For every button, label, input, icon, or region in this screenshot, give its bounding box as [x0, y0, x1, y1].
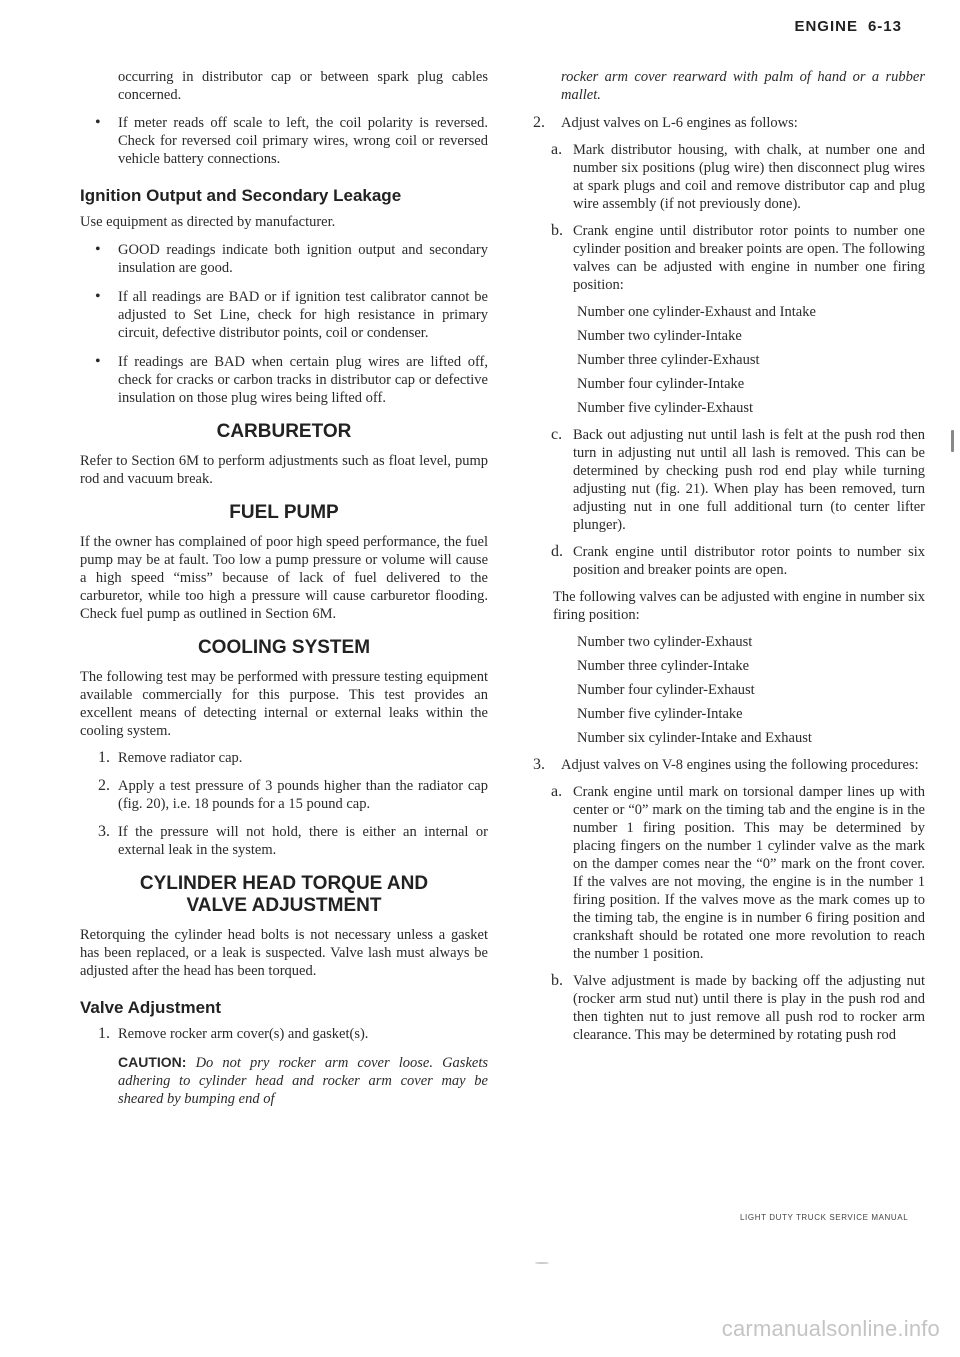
numbered-step — [80, 749, 488, 767]
scan-speck — [535, 1262, 549, 1264]
sub-step-letter: a. — [551, 141, 563, 158]
carburetor-text: Refer to Section 6M to perform adjustments such as float level, pump rod and vacuum break. — [80, 453, 488, 487]
bullet-icon: • — [95, 114, 101, 131]
sub-step — [527, 543, 925, 579]
valve-list-item: Number five cylinder-Intake — [577, 706, 743, 722]
valve-list-item: Number two cylinder-Intake — [577, 328, 742, 344]
bullet-icon: • — [95, 288, 101, 305]
caution-continuation: rocker arm cover rearward with palm of hand or a rubber mallet. — [561, 69, 925, 103]
section-title: ENGINE — [794, 18, 858, 35]
heading-line: VALVE ADJUSTMENT — [186, 895, 382, 916]
sub-step-letter: b. — [551, 972, 563, 989]
step-number: 1. — [98, 749, 110, 766]
bullet-item — [80, 288, 488, 342]
left-column — [80, 68, 488, 1108]
step-text: Remove radiator cap. — [118, 750, 243, 766]
sub-step-text: Back out adjusting nut until lash is felt at the push rod then turn in adjusting nut until all lash is removed. This can be determined by checking push rod end play while turning adjusting nut (fig. 21). When play has been removed, turn adjusting nut in one full additional turn (to center lifter plunger). — [573, 427, 925, 533]
valve-list-item: Number three cylinder-Exhaust — [577, 352, 760, 368]
page-number: 6-13 — [867, 18, 902, 35]
cooling-text: The following test may be performed with pressure testing equipment available commercially for this purpose. This test provides an excellent means of detecting internal or external leaks within the cooling system. — [80, 669, 488, 739]
page-header — [794, 18, 902, 35]
section-heading-valve-adjustment: Valve Adjustment — [80, 998, 222, 1017]
numbered-step — [80, 777, 488, 813]
section-heading-cylinder-head — [80, 873, 488, 917]
caution-note — [80, 1053, 488, 1108]
intro-continuation: occurring in distributor cap or between spark plug cables concerned. — [118, 69, 488, 103]
bullet-item — [80, 353, 488, 407]
valve-list-item: Number five cylinder-Exhaust — [577, 400, 754, 416]
watermark: carmanualsonline.info — [721, 1316, 940, 1341]
following-valves-text: The following valves can be adjusted with engine in number six firing position: — [553, 589, 925, 623]
bullet-text: If meter reads off scale to left, the coil polarity is reversed. Check for reversed coil primary wires, wrong coil or reversed vehicle battery connections. — [118, 115, 488, 167]
bullet-text: If all readings are BAD or if ignition test calibrator cannot be adjusted to Set Line, check for high resistance in primary circuit, defective distributor points, coil or condenser. — [118, 289, 488, 341]
sub-step — [527, 972, 925, 1044]
section-heading-fuel-pump: FUEL PUMP — [229, 502, 339, 523]
bullet-text: If readings are BAD when certain plug wires are lifted off, check for cracks or carbon tracks in distributor cap or defective insulation on those plug wires being lifted off. — [118, 354, 488, 406]
sub-step-letter: b. — [551, 222, 563, 239]
heading-line: CYLINDER HEAD TORQUE AND — [139, 873, 429, 894]
numbered-step — [527, 756, 925, 774]
valve-list-item: Number six cylinder-Intake and Exhaust — [577, 730, 812, 746]
sub-step — [527, 783, 925, 963]
valve-list-item: Number four cylinder-Intake — [577, 376, 745, 392]
sub-step-text: Crank engine until mark on torsional damper lines up with center or “0” mark on the timing tab and the engine is in the number 1 firing position. This may be determined by placing fingers on the number 1 cylinder valve as the mark on the damper comes near the “0” mark on the front cover. If the valves are not moving, the engine is in the number 1 firing position. If the valves move as the mark comes up to the timing tab, the engine is in number 6 firing position and crankshaft should be rotated one more revolution to reach the number 1 position. — [573, 784, 925, 962]
step-text: Adjust valves on V-8 engines using the following procedures: — [561, 757, 919, 773]
step-text: Remove rocker arm cover(s) and gasket(s). — [118, 1026, 369, 1042]
caution-text: Do not pry rocker arm cover loose. Gaskets adhering to cylinder head and rocker arm cover may be sheared by bumping end of — [118, 1055, 488, 1107]
bullet-item — [80, 241, 488, 277]
sub-step-letter: a. — [551, 783, 563, 800]
valve-list-item: Number three cylinder-Intake — [577, 658, 750, 674]
sub-step — [527, 222, 925, 294]
sub-step-letter: c. — [551, 426, 563, 443]
bullet-icon: • — [95, 241, 101, 258]
step-text: Apply a test pressure of 3 pounds higher than the radiator cap (fig. 20), i.e. 18 pounds for a 15 pound cap. — [118, 778, 488, 812]
bullet-icon: • — [95, 353, 101, 370]
step-number: 2. — [98, 777, 110, 794]
right-column — [527, 68, 925, 1053]
sub-step-text: Crank engine until distributor rotor points to number one cylinder position and breaker points are open. The following valves can be adjusted with engine in number one firing position: — [573, 223, 925, 293]
scan-speck — [951, 430, 954, 452]
manual-footer: LIGHT DUTY TRUCK SERVICE MANUAL — [740, 1213, 909, 1222]
numbered-step — [527, 114, 925, 132]
valve-list-item: Number two cylinder-Exhaust — [577, 634, 753, 650]
caution-label: CAUTION: — [118, 1054, 187, 1070]
sub-step-text: Crank engine until distributor rotor points to number six position and breaker points are open. — [573, 544, 925, 578]
step-text: If the pressure will not hold, there is either an internal or external leak in the system. — [118, 824, 488, 858]
numbered-step — [80, 1025, 488, 1043]
sub-step-text: Mark distributor housing, with chalk, at number one and number six positions (plug wire) then disconnect plug wires at spark plugs and coil and remove distributor cap and plug wire assembly (if not previously done). — [573, 142, 925, 212]
step-text: Adjust valves on L-6 engines as follows: — [561, 115, 798, 131]
sub-step — [527, 426, 925, 534]
step-number: 2. — [533, 114, 545, 131]
valve-list-item: Number one cylinder-Exhaust and Intake — [577, 304, 816, 320]
section-heading-carburetor: CARBURETOR — [216, 421, 352, 442]
step-number: 3. — [533, 756, 545, 773]
fuel-pump-text: If the owner has complained of poor high speed performance, the fuel pump may be at fault. Too low a pump pressure or volume will cause a high speed “miss” because of lack of fuel delivered to the carburetor, while too high a pressure will cause carburetor flooding. Check fuel pump as outlined in Section 6M. — [80, 534, 488, 622]
section-heading-ignition: Ignition Output and Secondary Leakage — [80, 186, 402, 205]
sub-step-text: Valve adjustment is made by backing off the adjusting nut (rocker arm stud nut) until there is play in the push rod and then tighten nut to just remove all push rod to rocker arm clearance. This may be determined by rotating push rod — [573, 973, 925, 1043]
bullet-item — [80, 114, 488, 168]
section-heading-cooling: COOLING SYSTEM — [197, 637, 371, 658]
sub-step-letter: d. — [551, 543, 563, 560]
ignition-intro: Use equipment as directed by manufacturer. — [80, 214, 336, 230]
bullet-text: GOOD readings indicate both ignition output and secondary insulation are good. — [118, 242, 488, 276]
numbered-step — [80, 823, 488, 859]
valve-list-item: Number four cylinder-Exhaust — [577, 682, 755, 698]
cylinder-head-text: Retorquing the cylinder head bolts is not necessary unless a gasket has been replaced, or a leak is suspected. Valve lash must always be adjusted after the head has been torqued. — [80, 927, 488, 979]
step-number: 1. — [98, 1025, 110, 1042]
step-number: 3. — [98, 823, 110, 840]
sub-step — [527, 141, 925, 213]
